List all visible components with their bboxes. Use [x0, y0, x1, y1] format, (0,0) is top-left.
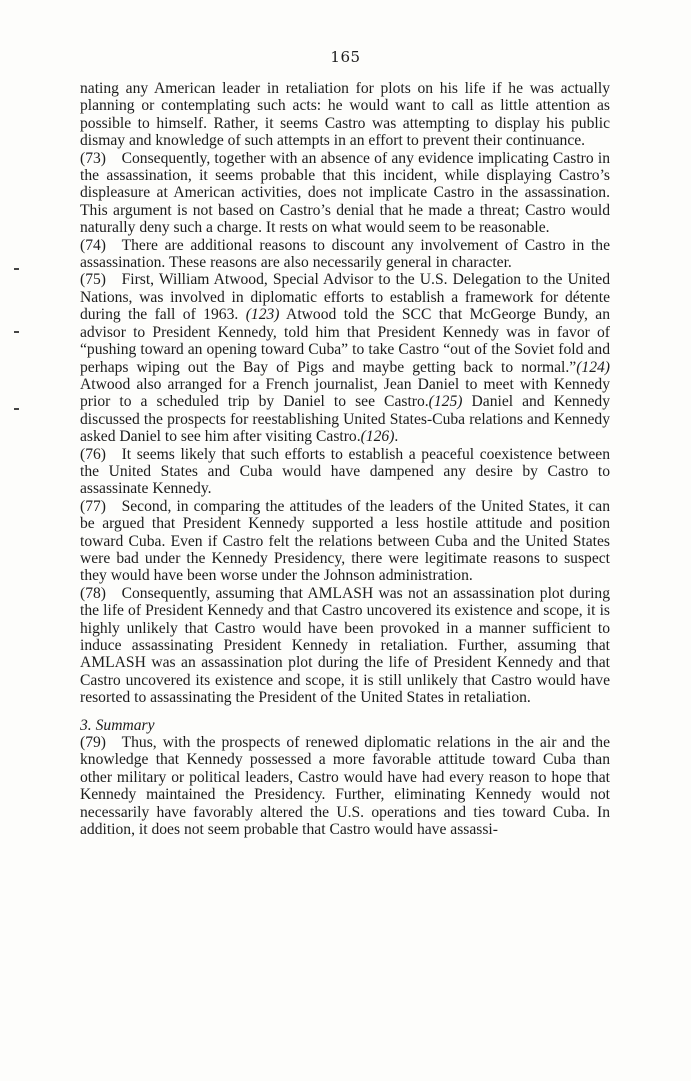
paragraph-number: (75)	[80, 271, 106, 289]
paragraph-text: It seems likely that such efforts to establish a peaceful coexistence between the United States and Cuba would have dampened any desire by Castro to assassinate Kennedy.	[80, 445, 610, 498]
paragraph-text: Second, in comparing the attitudes of the leaders of the United States, it can be argued that President Kennedy supported a less hostile attitude and position toward Cuba. Even if Castro felt the relations between Cuba and the United States were bad under the Kennedy Presidency, there were legitimate reasons to suspect they would have been worse under the Johnson administration.	[80, 497, 610, 585]
paragraph-text: Consequently, together with an absence of any evidence implicating Castro in the assassination, it seems probable that this incident, while displaying Castro’s displeasure at American activities, does not implicate Castro in the assassination. This argument is not based on Castro’s denial that he made a threat; Castro would naturally deny such a charge. It rests on what would seem to be reasonable.	[80, 149, 610, 237]
paragraph-number: (74)	[80, 236, 106, 254]
paragraph-text: nating any American leader in retaliation for plots on his life if he was actually planning or contemplating such acts: he would want to call as little attention as possible to himself. Rather, it seems Castro was attempting to display his public dismay and knowledge of such attempts in an effort to prevent their continuance.	[80, 80, 610, 150]
paragraph-p76	[80, 446, 610, 498]
paragraph-text: Consequently, assuming that AMLASH was not an assassination plot during the life of President Kennedy and that Castro uncovered its existence and scope, it is highly unlikely that Castro would have been provoked in a manner sufficient to induce assassinating President Kennedy in retaliation. Further, assuming that AMLASH was an assassination plot during the life of President Kennedy and that Castro uncovered its existence and scope, it is still unlikely that Castro would have resorted to assassinating the President of the United States in retaliation.	[80, 584, 610, 707]
paragraph-text: Atwood also arranged for a French journalist, Jean Daniel to meet with Kennedy prior to a scheduled trip by Daniel to see Castro.	[80, 375, 610, 411]
paragraph-text: Daniel and Kennedy discussed the prospects for reestablishing United States-Cuba relations and Kennedy asked Daniel to see him after visiting Castro.	[80, 393, 610, 446]
paragraph-number: (78)	[80, 584, 106, 602]
paragraph-text: Atwood told the SCC that McGeorge Bundy, an advisor to President Kennedy, told him that President Kennedy was in favor of “pushing toward an opening toward Cuba” to take Castro “out of the Soviet fold and perhaps wiping out the Bay of Pigs and maybe getting back to normal.”	[80, 306, 610, 376]
paragraph-number: (79)	[80, 734, 106, 752]
citation-ref: (126)	[360, 428, 395, 446]
body-text	[80, 80, 610, 838]
paragraph-text: There are additional reasons to discount any involvement of Castro in the assassination. These reasons are also necessarily general in character.	[80, 236, 610, 272]
paragraph-number: (76)	[80, 445, 106, 463]
section-heading: 3. Summary	[80, 716, 155, 734]
paragraph-text: Thus, with the prospects of renewed diplomatic relations in the air and the knowledge that Kennedy possessed a more favorable attitude toward Cuba than other military or political leaders, Castro would have had every reason to hope that Kennedy maintained the Presidency. Further, eliminating Kennedy would not necessarily have favorably altered the U.S. operations and ties toward Cuba. In addition, it does not seem probable that Castro would have assassi-	[80, 734, 610, 839]
margin-mark	[14, 331, 19, 333]
citation-ref: (124)	[576, 358, 610, 376]
paragraph-text: .	[394, 428, 399, 446]
paragraph-number: (73)	[80, 149, 106, 167]
paragraph-continuation	[80, 80, 610, 150]
paragraph-p73	[80, 150, 610, 237]
paragraph-text: First, William Atwood, Special Advisor to the U.S. Delegation to the United Nations, was involved in diplomatic efforts to establish a framework for détente during the fall of 1963.	[80, 271, 610, 324]
paragraph-p74	[80, 237, 610, 272]
page-number: 165	[330, 48, 361, 66]
paragraph-p77	[80, 498, 610, 585]
paragraph-p75	[80, 271, 610, 445]
citation-ref: (123)	[245, 306, 280, 324]
paragraph-p79	[80, 734, 610, 838]
margin-mark	[14, 408, 19, 410]
citation-ref: (125)	[428, 393, 463, 411]
margin-mark	[14, 268, 19, 270]
paragraph-p78	[80, 585, 610, 707]
paragraph-number: (77)	[80, 497, 106, 515]
